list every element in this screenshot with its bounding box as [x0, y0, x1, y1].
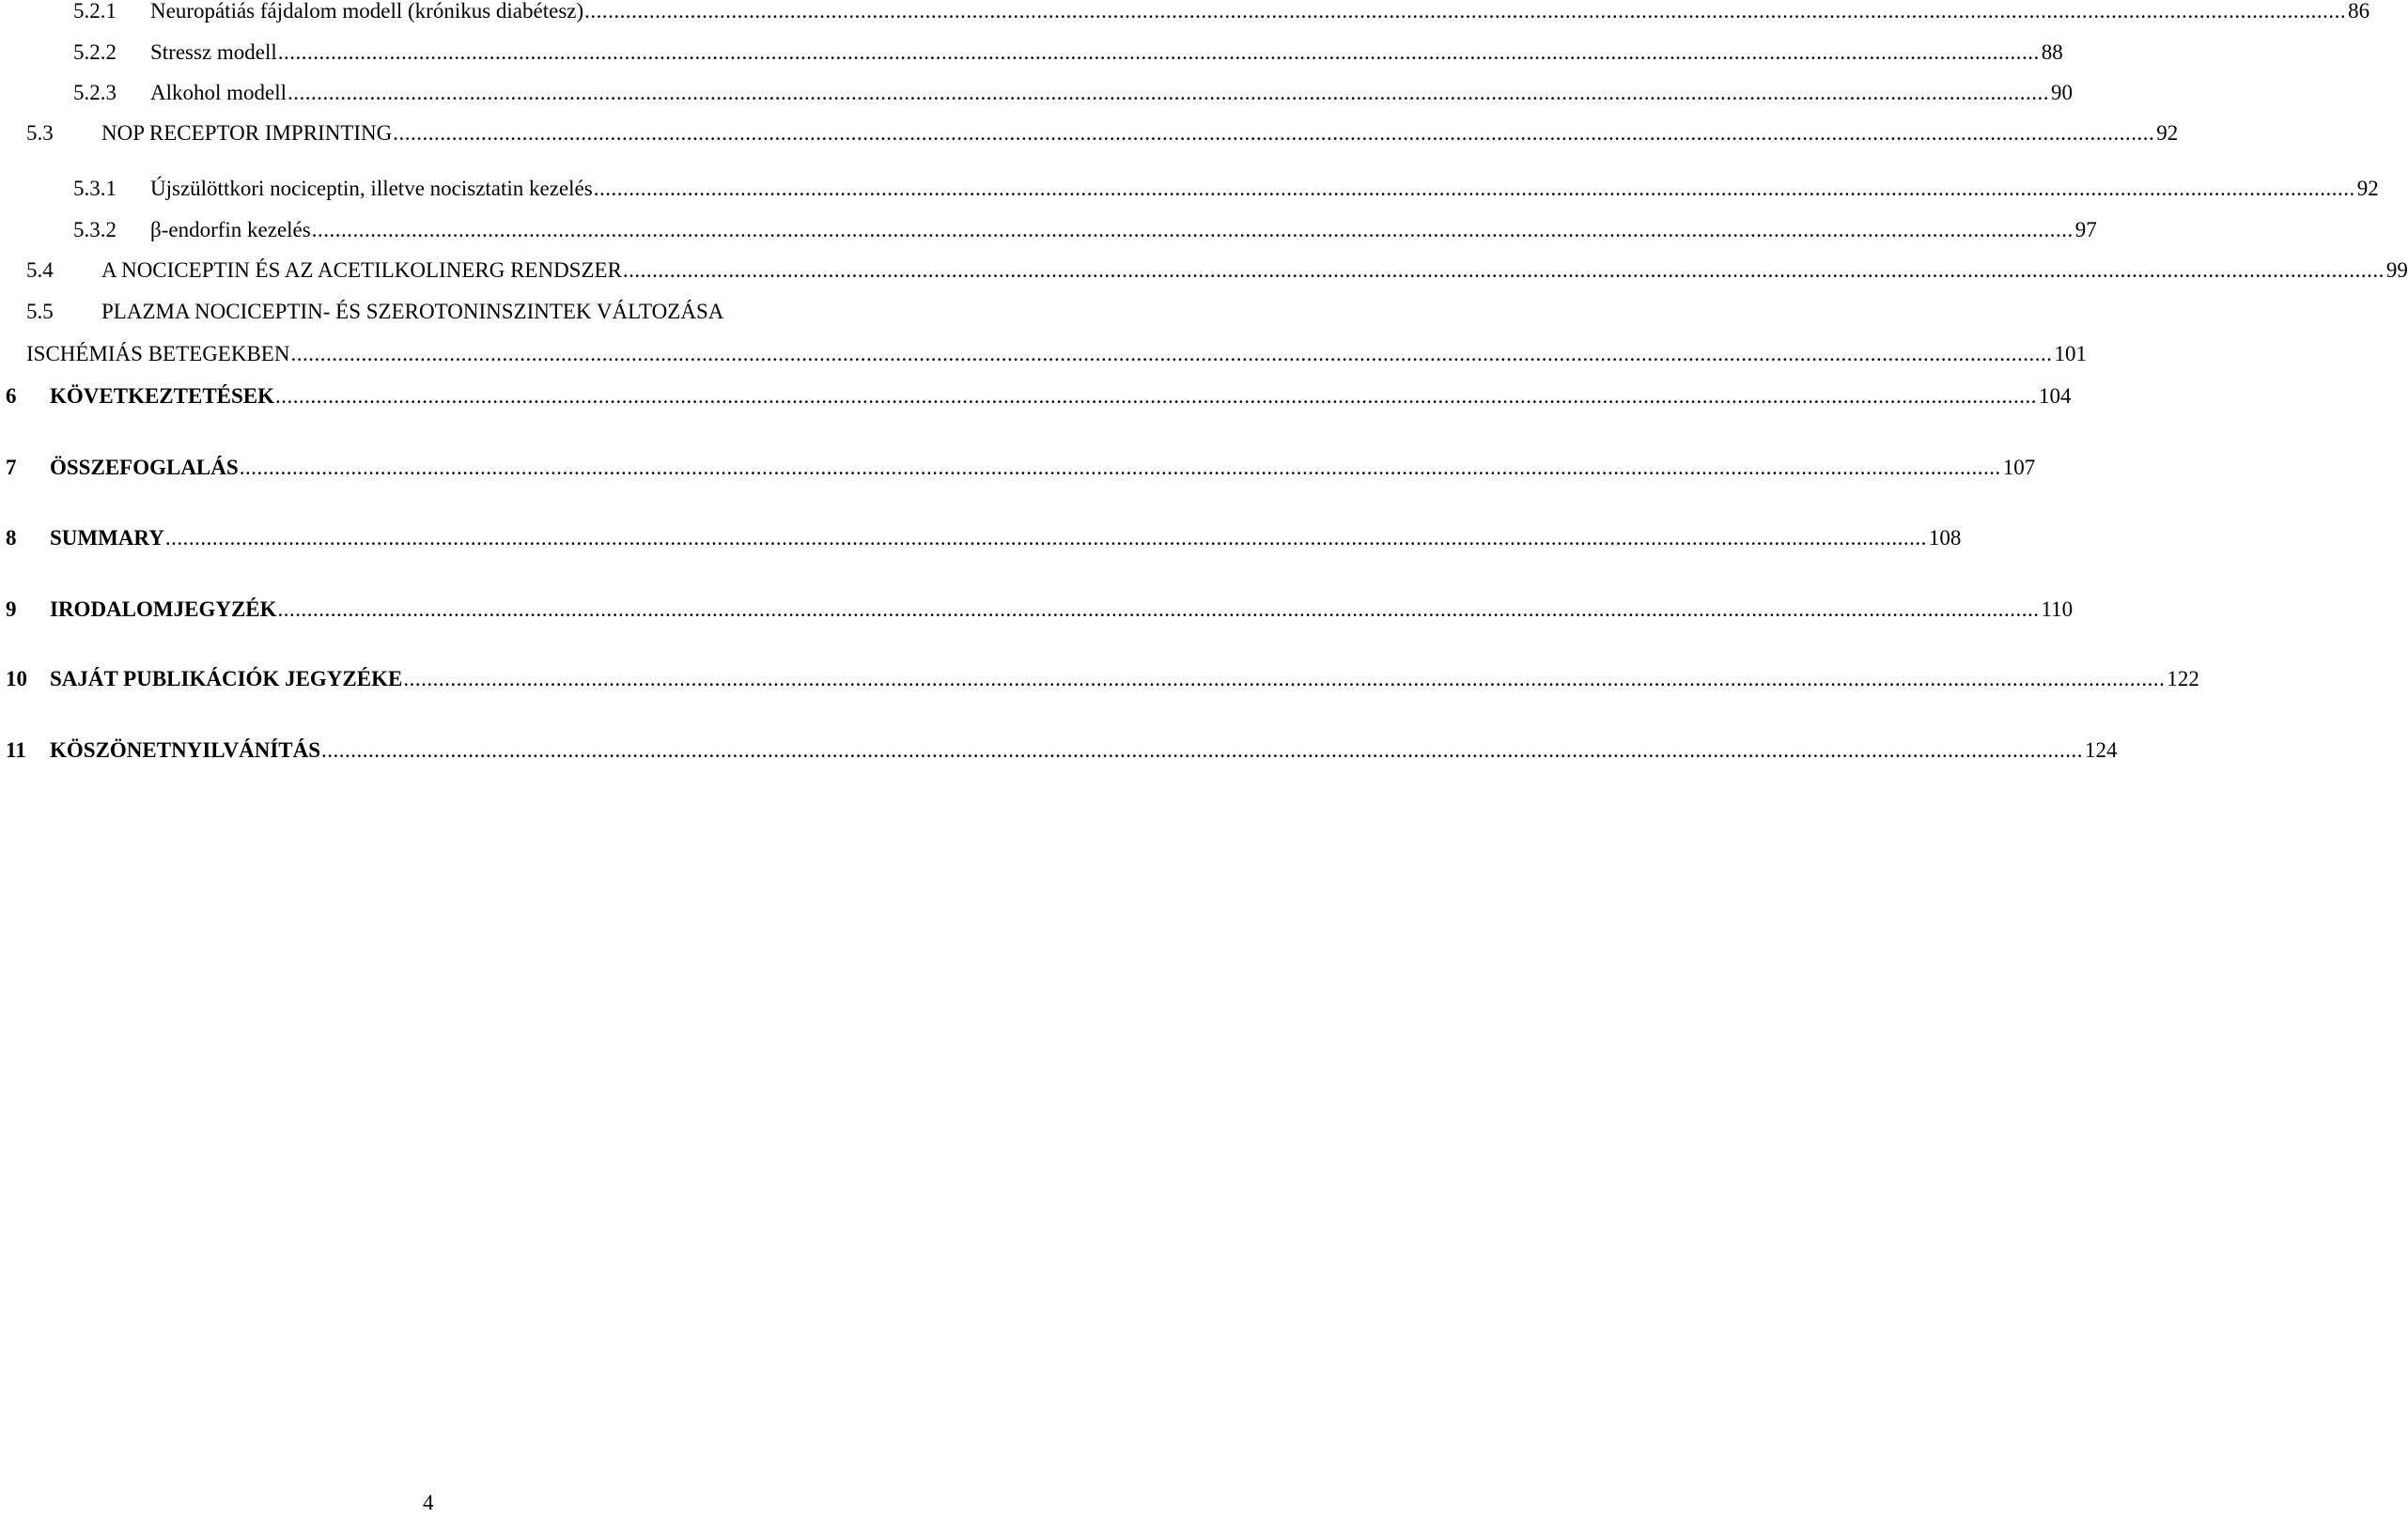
toc-leader-dots: ............................................................................................................................................................................................................................................................................................................ — [239, 456, 2001, 479]
toc-entry-number: 5.3.2 — [73, 218, 117, 241]
toc-leader-dots: ............................................................................................................................................................................................................................................................................................................ — [403, 667, 2166, 690]
toc-entry-page: 122 — [2167, 667, 2199, 690]
toc-entry-title: ÖSSZEFOGLALÁS — [50, 456, 239, 479]
toc-entry-page: 92 — [2156, 121, 2179, 145]
toc-entry-page: 86 — [2348, 0, 2370, 23]
toc-entry-title: IRODALOMJEGYZÉK — [50, 597, 277, 621]
toc-leader-dots: ............................................................................................................................................................................................................................................................................................................ — [287, 81, 2050, 104]
toc-entry-title: KÖSZÖNETNYILVÁNÍTÁS — [50, 738, 321, 762]
toc-leader-dots: ............................................................................................................................................................................................................................................................................................................ — [311, 218, 2074, 241]
toc-entry-page: 92 — [2356, 177, 2379, 200]
toc-entry-number: 10 — [6, 667, 27, 690]
toc-leader-dots: ............................................................................................................................................................................................................................................................................................................ — [593, 177, 2355, 200]
toc-entry-number: 5.4 — [26, 258, 54, 282]
toc-entry[interactable] — [6, 453, 2036, 483]
toc-entry-title: PLAZMA NOCICEPTIN- ÉS SZEROTONINSZINTEK VÁLTOZÁSA — [101, 300, 724, 323]
toc-entry-page: 99 — [2385, 258, 2408, 282]
toc-entry-page: 124 — [2085, 738, 2118, 762]
toc-leader-dots: ............................................................................................................................................................................................................................................................................................................ — [290, 342, 2053, 365]
toc-entry-title: A NOCICEPTIN ÉS AZ ACETILKOLINERG RENDSZER — [101, 258, 622, 282]
toc-entry-number: 5.3 — [26, 121, 54, 145]
toc-entry-number: 6 — [6, 384, 17, 408]
toc-entry-page: 101 — [2054, 342, 2087, 365]
toc-entry-title: Stressz modell — [150, 40, 277, 64]
toc-entry[interactable] — [6, 736, 2118, 766]
toc-entry-title: NOP RECEPTOR IMPRINTING — [101, 121, 393, 145]
toc-entry[interactable] — [26, 256, 2408, 286]
toc-leader-dots: ............................................................................................................................................................................................................................................................................................................ — [622, 258, 2385, 282]
toc-entry-number: 5.2.1 — [73, 0, 117, 23]
toc-leader-dots: ............................................................................................................................................................................................................................................................................................................ — [321, 738, 2084, 762]
toc-entry-title: Újszülöttkori nociceptin, illetve nocisztatin kezelés — [150, 177, 593, 200]
toc-leader-dots: ............................................................................................................................................................................................................................................................................................................ — [277, 597, 2040, 621]
toc-entry-number: 7 — [6, 456, 17, 479]
toc-entry-page: 88 — [2041, 40, 2063, 64]
toc-entry-title: Neuropátiás fájdalom modell (krónikus diabétesz) — [150, 0, 584, 23]
toc-leader-dots: ............................................................................................................................................................................................................................................................................................................ — [164, 526, 1927, 550]
toc-entry-number: 11 — [6, 738, 26, 762]
toc-entry-number: 5.3.1 — [73, 177, 117, 200]
toc-entry[interactable] — [26, 297, 2087, 370]
toc-entry-title-continued: ISCHÉMIÁS BETEGEKBEN — [26, 342, 290, 365]
toc-entry-number: 5.5 — [26, 300, 54, 323]
toc-leader-dots: ............................................................................................................................................................................................................................................................................................................ — [277, 40, 2040, 64]
toc-entry-number: 9 — [6, 597, 17, 621]
toc-leader-dots: ............................................................................................................................................................................................................................................................................................................ — [584, 0, 2347, 23]
toc-entry[interactable] — [6, 381, 2072, 411]
toc-entry-title: SAJÁT PUBLIKÁCIÓK JEGYZÉKE — [50, 667, 403, 690]
toc-entry-number: 5.2.3 — [73, 81, 117, 104]
toc-entry-page: 108 — [1928, 526, 1962, 550]
toc-entry-title: β-endorfin kezelés — [150, 218, 311, 241]
toc-entry[interactable] — [6, 523, 1962, 553]
toc-entry-page: 110 — [2041, 597, 2074, 621]
toc-entry-number: 5.2.2 — [73, 40, 117, 64]
toc-entry[interactable] — [73, 174, 2379, 204]
toc-leader-dots: ............................................................................................................................................................................................................................................................................................................ — [393, 121, 2155, 145]
toc-entry-title: KÖVETKEZTETÉSEK — [50, 384, 275, 408]
toc-entry-page: 97 — [2074, 218, 2097, 241]
toc-entry[interactable] — [6, 595, 2074, 625]
toc-entry-number: 8 — [6, 526, 17, 550]
page-number: 4 — [423, 1491, 434, 1514]
toc-entry[interactable] — [73, 78, 2074, 108]
toc-entry[interactable] — [6, 664, 2199, 694]
toc-entry[interactable] — [73, 215, 2097, 245]
toc-entry-page: 107 — [2002, 456, 2036, 479]
toc-entry-title: Alkohol modell — [150, 81, 287, 104]
toc-entry-title: SUMMARY — [50, 526, 164, 550]
toc-entry[interactable] — [73, 38, 2063, 68]
toc-entry-page: 104 — [2039, 384, 2072, 408]
toc-entry[interactable] — [26, 118, 2179, 148]
toc-entry-page: 90 — [2051, 81, 2074, 104]
toc-leader-dots: ............................................................................................................................................................................................................................................................................................................ — [275, 384, 2038, 408]
toc-entry[interactable] — [73, 0, 2370, 26]
